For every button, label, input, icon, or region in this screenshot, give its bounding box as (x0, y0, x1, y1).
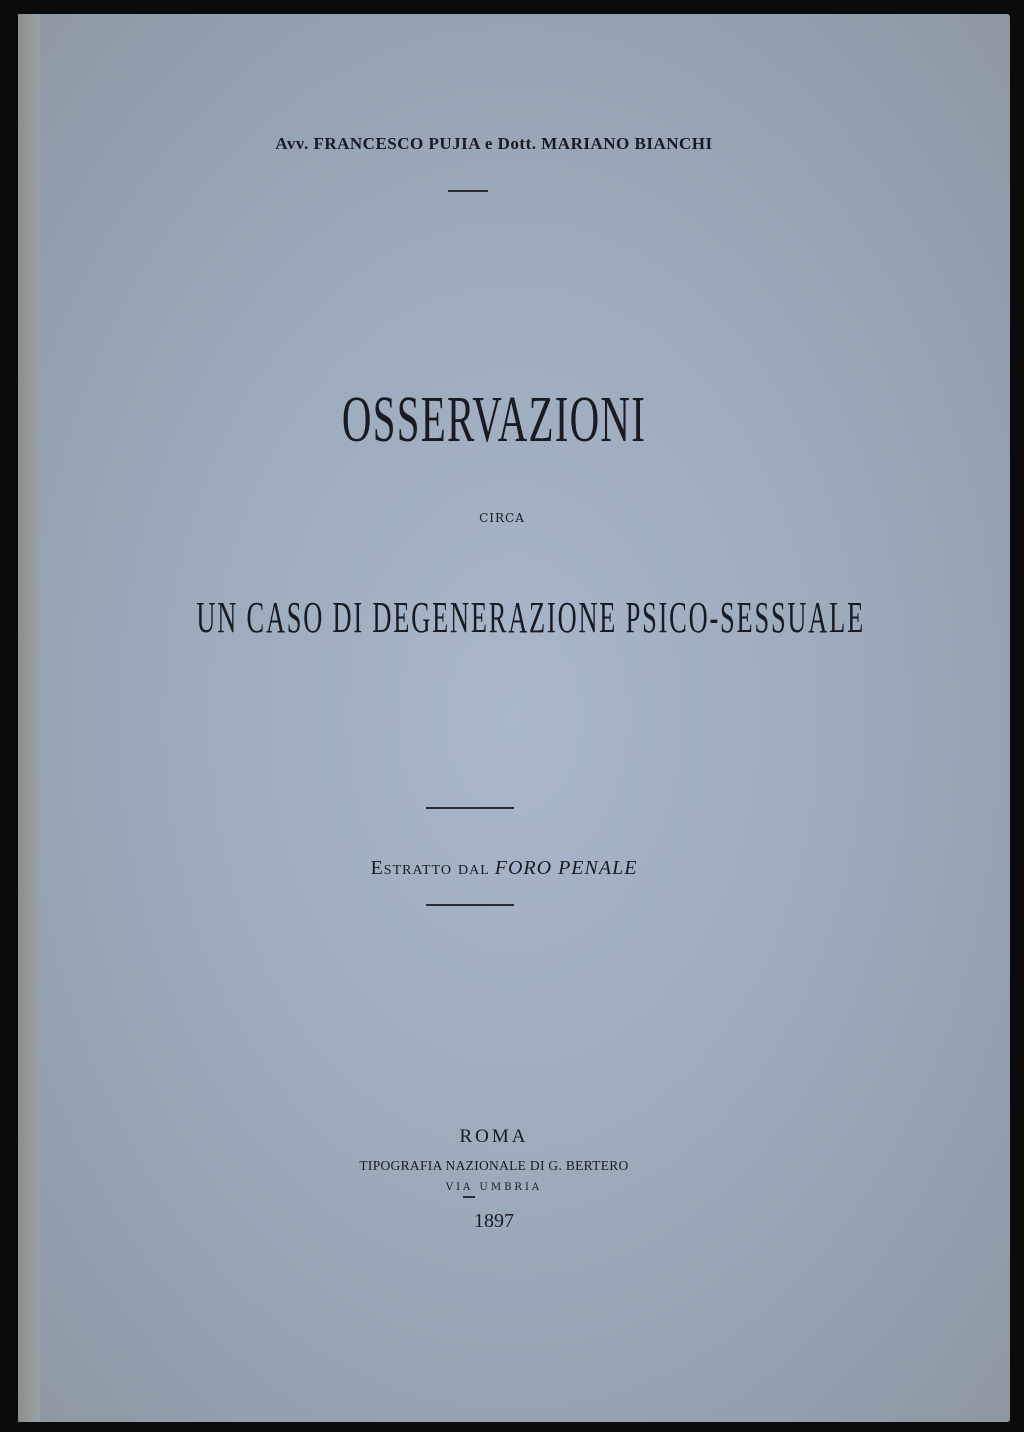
divider (426, 807, 514, 809)
imprint-publisher: TIPOGRAFIA NAZIONALE DI G. BERTERO (359, 1158, 629, 1173)
divider (448, 190, 488, 192)
authors-line: Avv. FRANCESCO PUJIA e Dott. MARIANO BIANCHI (275, 134, 713, 153)
page-title: OSSERVAZIONI (341, 383, 647, 456)
divider (426, 904, 514, 906)
extract-source: FORO PENALE (494, 857, 638, 879)
title-connector: CIRCA (479, 511, 525, 525)
imprint-city: ROMA (459, 1126, 529, 1147)
divider (463, 1196, 475, 1198)
subtitle: UN CASO DI DEGENERAZIONE PSICO-SESSUALE (196, 593, 866, 642)
imprint-address: VIA UMBRIA (445, 1182, 543, 1193)
imprint-year: 1897 (474, 1210, 514, 1232)
document-cover (18, 14, 1010, 1422)
extract-prefix: Estratto dal (370, 857, 490, 879)
extract-line (8, 857, 1000, 880)
